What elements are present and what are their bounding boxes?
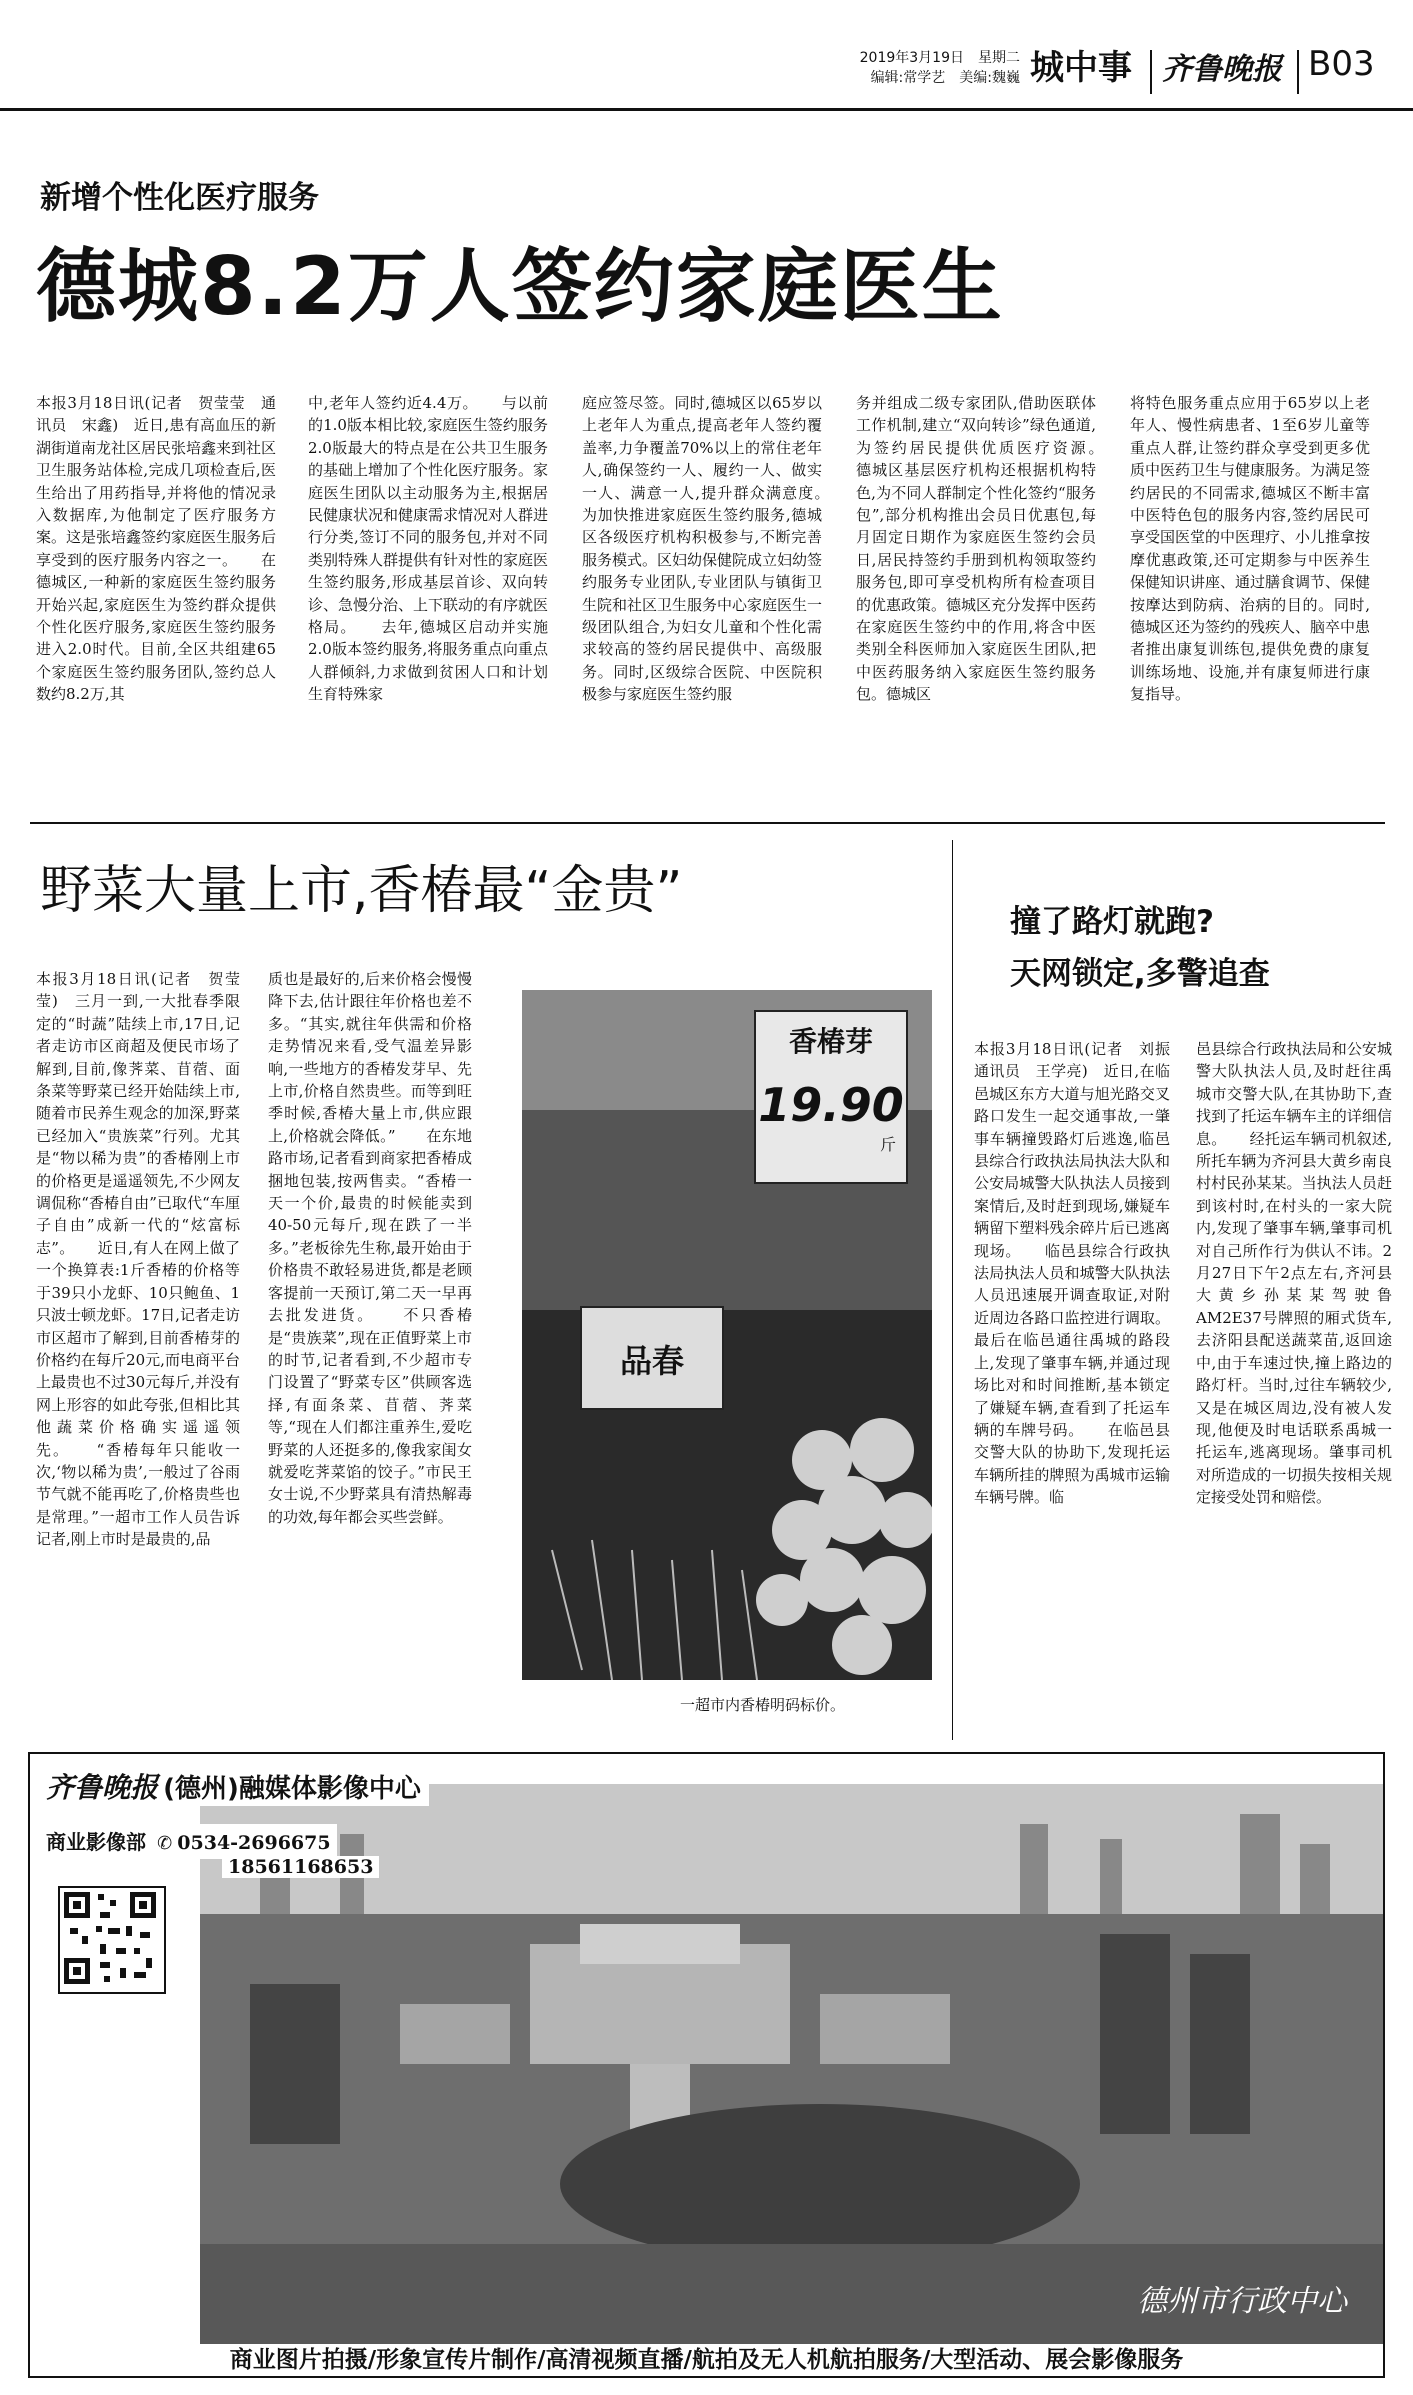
ad-dept: 商业影像部 xyxy=(46,1830,146,1854)
newspaper-logo: 齐鲁晚报 xyxy=(1162,52,1282,87)
article1-column: 中,老年人签约近4.4万。 与以前的1.0版本相比较,家庭医生签约服务2.0版最大的特点是在公共卫生服务的基础上增加了个性化医疗服务。家庭医生团队以主动服务为主,根据居民健康状况和健康需求情况对人群进行分类,签订不同的服务包,并对不同类别特殊人群提供有针对性的家庭医生签约服务,形成基层首诊、双向转诊、急慢分治、上下联动的有序就医格局。 去年,德城区启动并实施2.0版本签约服务,将服务重点向重点人群倾斜,力求做到贫困人口和计划生育特殊家 xyxy=(308,394,549,704)
ad-phone2: 18561168653 xyxy=(222,1856,379,1878)
header-rule xyxy=(0,108,1413,111)
ad-services: 商业图片拍摄/形象宣传片制作/高清视频直播/航拍及无人机航拍服务/大型活动、展会影像服务 xyxy=(30,2344,1383,2376)
article3-title-line2: 天网锁定,多警追查 xyxy=(1010,956,1270,992)
ad-brand-logo: 齐鲁晚报 xyxy=(46,1771,159,1804)
article1-title: 德城8.2万人签约家庭医生 xyxy=(36,240,1004,333)
ad-box xyxy=(28,1752,1385,2378)
promo-sign-text: 品春 xyxy=(619,1342,684,1380)
promo-sign xyxy=(580,1306,724,1410)
photo-caption: 一超市内香椿明码标价。 xyxy=(680,1696,846,1714)
article1-column: 本报3月18日讯(记者 贺莹莹 通讯员 宋鑫) 近日,患有高血压的新湖街道南龙社区居民张培鑫来到社区卫生服务站体检,完成几项检查后,医生给出了用药指导,并将他的情况录入数据库,为他制定了医疗服务方案。这是张培鑫签约家庭医生服务后享受到的医疗服务内容之一。 在德城区,一种新的家庭医生签约服务开始兴起,家庭医生为签约群众提供个性化医疗服务,家庭医生签约服务进入2.0时代。目前,全区共组建65个家庭医生签约服务团队,签约总人数约8.2万,其 xyxy=(36,394,277,704)
aerial-photo-label: 德州市行政中心 xyxy=(1137,2284,1347,2319)
page-number: B03 xyxy=(1308,44,1375,84)
section-name: 城中事 xyxy=(1030,48,1132,88)
price-sign-price: 19.90 xyxy=(758,1078,904,1132)
header-divider xyxy=(1297,50,1299,94)
ad-phone1: 0534-2696675 xyxy=(177,1832,331,1854)
ad-brand-suffix: (德州)融媒体影像中心 xyxy=(163,1774,421,1804)
section-divider xyxy=(30,822,1385,824)
issue-date: 2019年3月19日 星期二 xyxy=(859,50,1020,66)
article3-title-line1: 撞了路灯就跑? xyxy=(1010,904,1214,940)
phone-icon: ✆ xyxy=(157,1833,173,1854)
article2-column: 本报3月18日讯(记者 贺莹莹) 三月一到,一大批春季限定的“时蔬”陆续上市,17日,记者走访市区商超及便民市场了解到,目前,像荠菜、苜蓿、面条菜等野菜已经开始陆续上市,随着市民养生观念的加深,野菜已经加入“贵族菜”行列。尤其是“物以稀为贵”的香椿刚上市的价格更是遥遥领先,不少网友调侃称“香椿自由”已取代“车厘子自由”成新一代的“炫富标志”。 近日,有人在网上做了一个换算表:1斤香椿的价格等于39只小龙虾、10只鲍鱼、1只波士顿龙虾。17日,记者走访市区超市了解到,目前香椿芽的价格约在每斤20元,而电商平台上最贵也不过30元每斤,并没有网上形容的如此夸张,但相比其他蔬菜价格确实遥遥领先。 “香椿每年只能收一次,‘物以稀为贵’,一般过了谷雨节气就不能再吃了,价格贵些也是常理。”一超市工作人员告诉记者,刚上市时是最贵的,品 xyxy=(36,970,240,1549)
header-divider xyxy=(1150,50,1152,94)
price-sign xyxy=(754,1010,908,1184)
price-sign-unit: 斤 xyxy=(879,1135,896,1154)
article1-kicker: 新增个性化医疗服务 xyxy=(40,180,319,216)
price-sign-name: 香椿芽 xyxy=(788,1025,873,1058)
article1-column: 务并组成二级专家团队,借助医联体工作机制,建立“双向转诊”绿色通道,为签约居民提供优质医疗资源。 德城区基层医疗机构还根据机构特色,为不同人群制定个性化签约“服务包”,部分机构推出会员日优惠包,每月固定日期作为家庭医生签约会员日,居民持签约手册到机构领取签约服务包,即可享受机构所有检查项目的优惠政策。德城区充分发挥中医药在家庭医生签约中的作用,将含中医类别全科医师加入家庭医生团队,把中医药服务纳入家庭医生签约服务包。德城区 xyxy=(856,394,1127,704)
editor-line: 编辑:常学艺 美编:魏巍 xyxy=(870,70,1020,86)
vegetable-stall-photo xyxy=(522,990,932,1680)
ad-brand xyxy=(46,1766,429,1806)
article3-column: 本报3月18日讯(记者 刘振 通讯员 王学亮) 近日,在临邑城区东方大道与旭光路交叉路口发生一起交通事故,一肇事车辆撞毁路灯后逃逸,临邑县综合行政执法局执法大队和公安局城警大队执法人员接到案情后,及时赶到现场,嫌疑车辆留下塑料残余碎片后已逃离现场。 临邑县综合行政执法局执法人员和城警大队执法人员迅速展开调查取证,对附近周边各路口监控进行调取。最后在临邑通往禹城的路段上,发现了肇事车辆,并通过现场比对和时间推断,基本锁定了嫌疑车辆,查看到了托运车辆的车牌号码。 在临邑县交警大队的协助下,发现托运车辆所挂的牌照为禹城市运输车辆号牌。临 xyxy=(974,1040,1186,1507)
article2-column: 质也是最好的,后来价格会慢慢降下去,估计跟往年价格也差不多。“其实,就往年供需和价格走势情况来看,受气温差异影响,一些地方的香椿发芽早、先上市,价格自然贵些。而等到旺季时候,香椿大量上市,供应跟上,价格就会降低。” 在东地路市场,记者看到商家把香椿成捆地包装,按两售卖。“香椿一天一个价,最贵的时候能卖到40-50元每斤,现在跌了一半多。”老板徐先生称,最开始由于价格贵不敢轻易进货,都是老顾客提前一天预订,第二天一早再去批发进货。 不只香椿是“贵族菜”,现在正值野菜上市的时节,记者看到,不少超市专门设置了“野菜专区”供顾客选择,有面条菜、苜蓿、荠菜等,“现在人们都注重养生,爱吃野菜的人还挺多的,像我家闺女就爱吃荠菜馅的饺子。”市民王女士说,不少野菜具有清热解毒的功效,每年都会买些尝鲜。 xyxy=(268,970,472,1526)
article1-column: 将特色服务重点应用于65岁以上老年人、慢性病患者、1至6岁儿童等重点人群,让签约群众享受到更多优质中医药卫生与健康服务。为满足签约居民的不同需求,德城区不断丰富中医特色包的服务内容,签约居民可享受国医堂的中医理疗、小儿推拿按摩优惠政策,还可定期参与中医养生保健知识讲座、通过膳食调节、保健按摩达到防病、治病的目的。同时,德城区还为签约的残疾人、脑卒中患者推出康复训练包,提供免费的康复训练场地、设施,并有康复师进行康复指导。 xyxy=(1130,394,1371,704)
article2-title: 野菜大量上市,香椿最“金贵” xyxy=(40,861,683,921)
column-divider xyxy=(952,840,953,1740)
qr-code xyxy=(58,1886,166,1994)
article3-column: 邑县综合行政执法局和公安城警大队执法人员,及时赶往禹城市交警大队,在其协助下,查找到了托运车辆车主的详细信息。 经托运车辆司机叙述,所托车辆为齐河县大黄乡南良村村民孙某某。当执法人员赶到该村时,在村头的一家大院内,发现了肇事车辆,肇事司机对自己所作行为供认不讳。2月27日下午2点左右,齐河县大黄乡孙某某驾驶鲁AM2E37号牌照的厢式货车,去济阳县配送蔬菜苗,返回途中,由于车速过快,撞上路边的路灯杆。当时,过往车辆较少,又是在城区周边,没有被人发现,他便及时电话联系禹城一托运车,逃离现场。肇事司机对所造成的一切损失按相关规定接受处罚和赔偿。 xyxy=(1196,1040,1392,1507)
qr-code-pattern xyxy=(60,1888,160,1988)
article1-column: 庭应签尽签。同时,德城区以65岁以上老年人为重点,提高老年人签约覆盖率,力争覆盖70%以上的常住老年人,确保签约一人、履约一人、做实一人、满意一人,提升群众满意度。 为加快推进家庭医生签约服务,德城区各级医疗机构积极参与,不断完善服务模式。区妇幼保健院成立妇幼签约服务专业团队,专业团队与镇街卫生院和社区卫生服务中心家庭医生一级团队组合,为妇女儿童和个性化需求较高的签约居民提供中、高级服务。同时,区级综合医院、中医院积极参与家庭医生签约服 xyxy=(582,394,853,704)
ad-contact xyxy=(46,1824,337,1859)
